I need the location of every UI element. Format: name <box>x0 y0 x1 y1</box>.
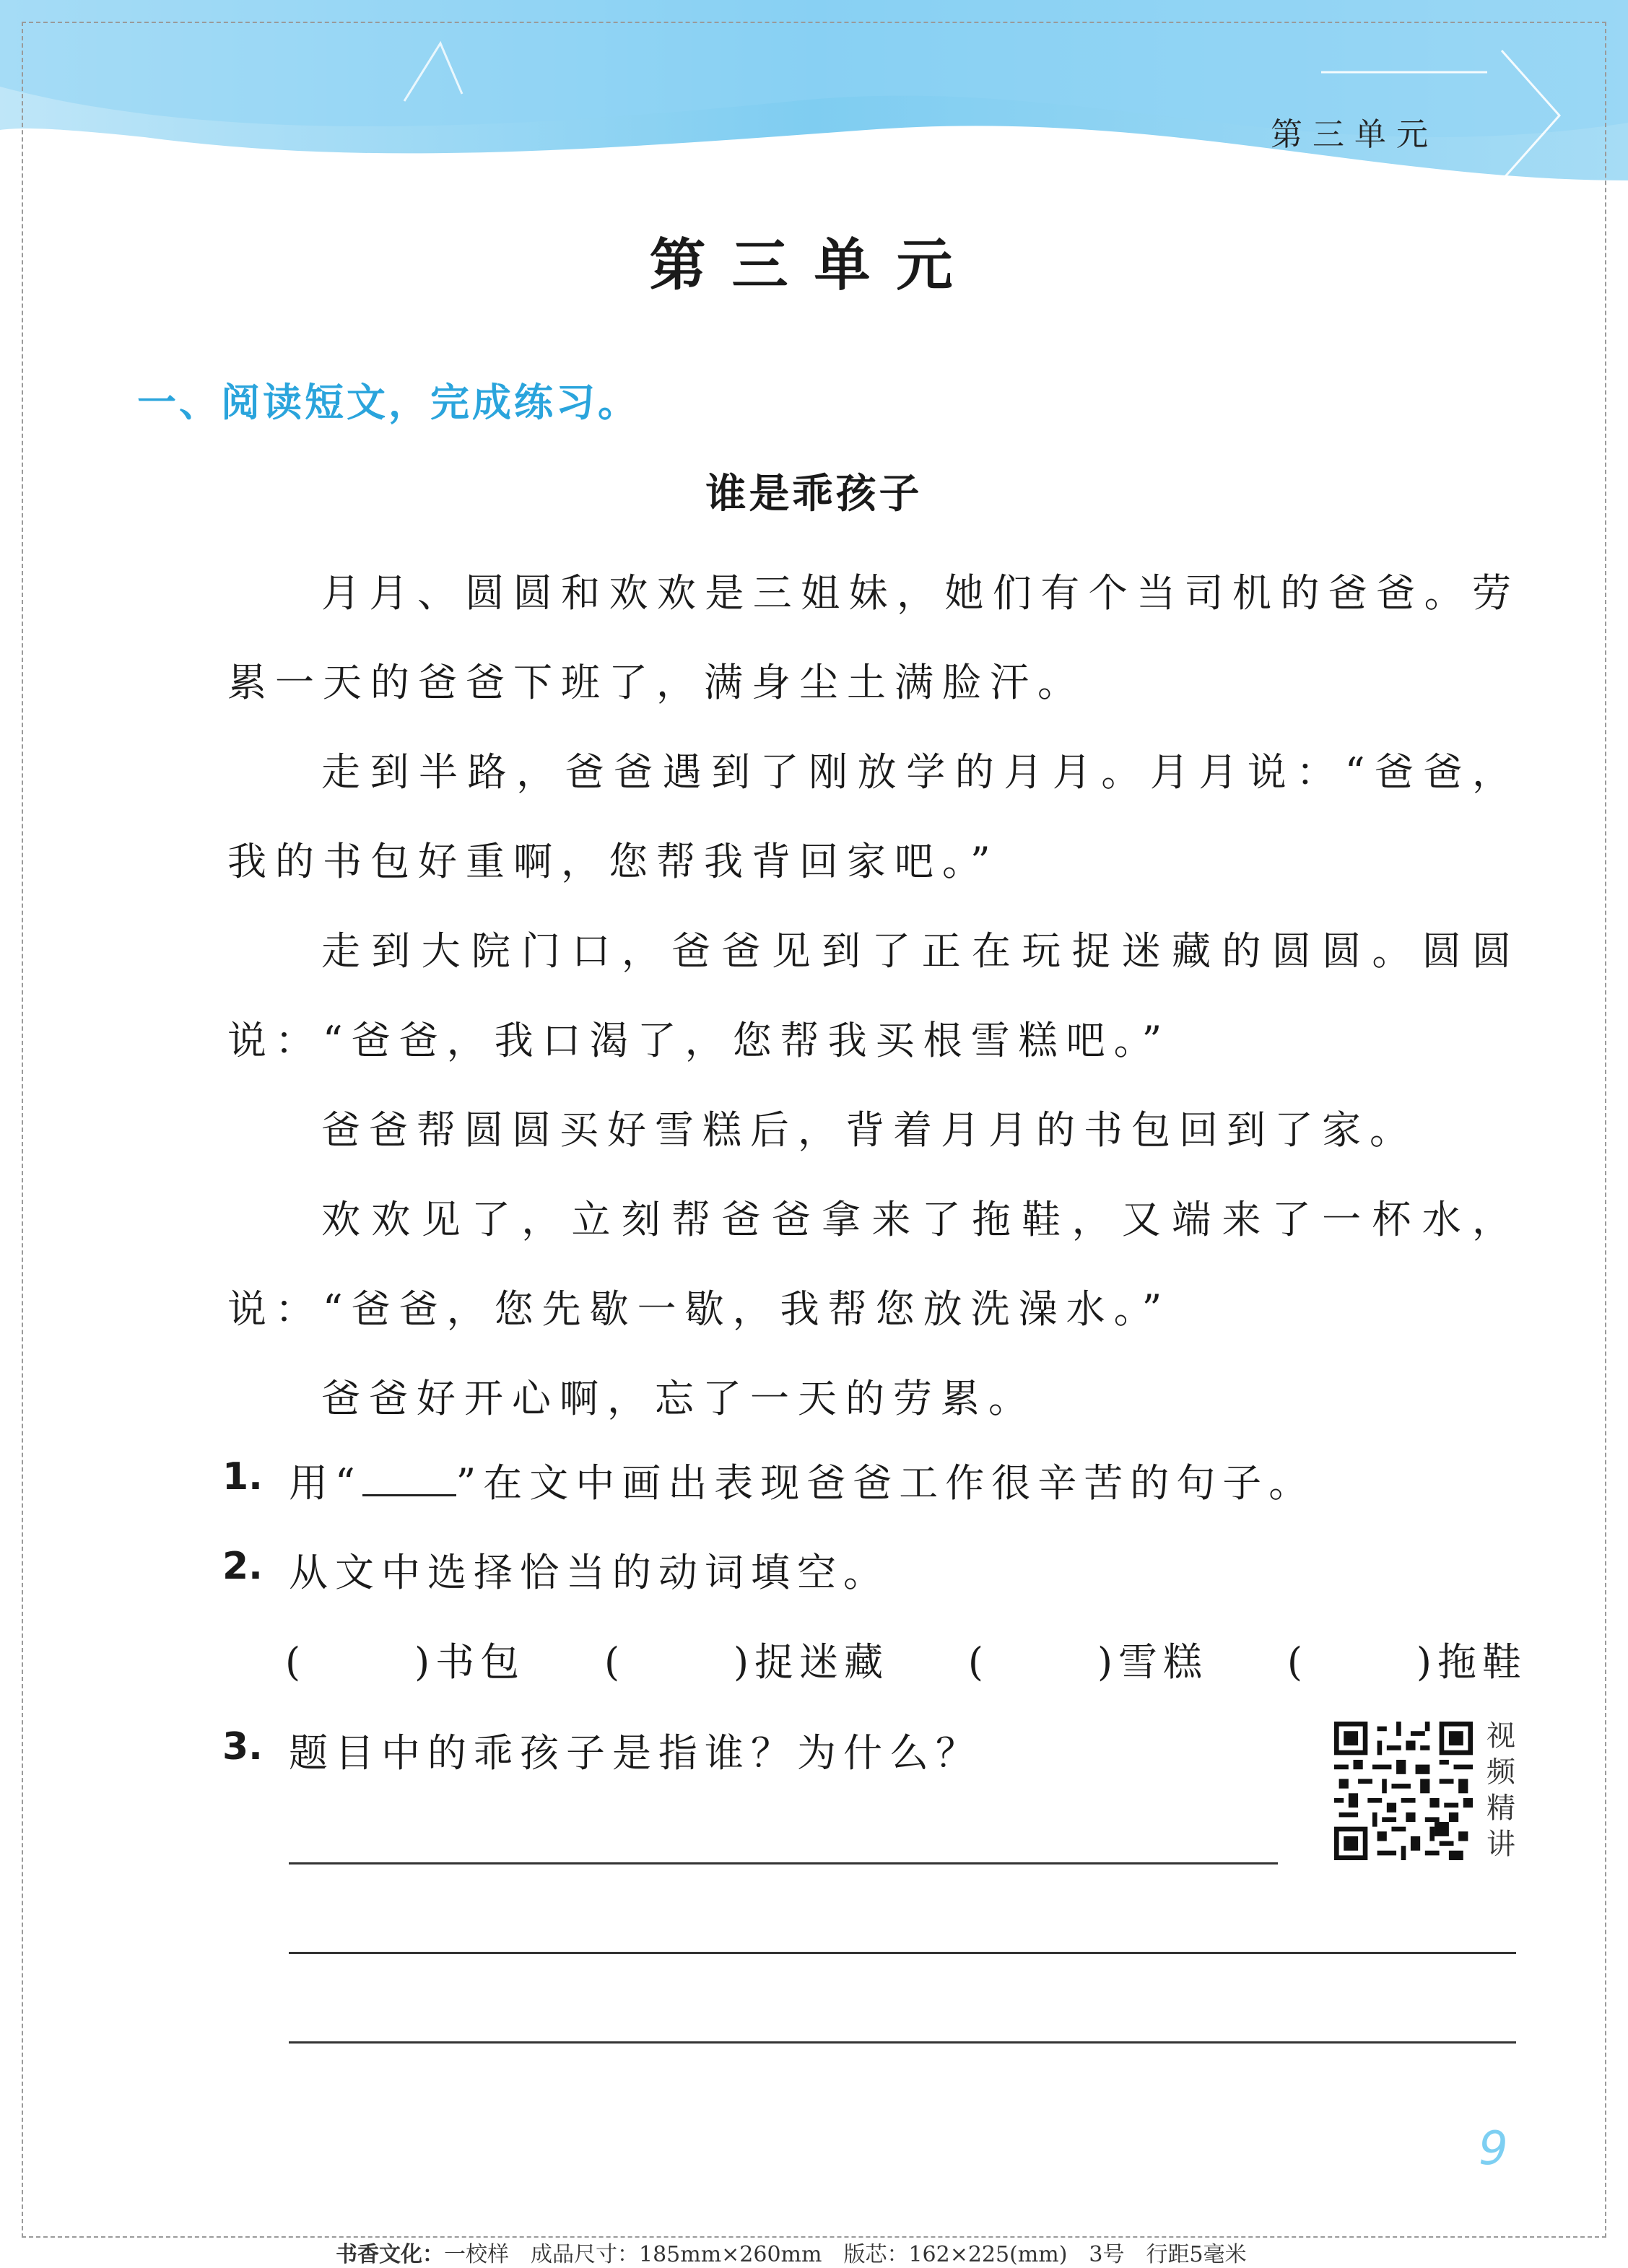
story-paragraph-4: 爸爸帮圆圆买好雪糕后，背着月月的书包回到了家。 <box>321 1107 1417 1153</box>
question-3-text: 题目中的乖孩子是指谁？为什么？ <box>289 1730 982 1776</box>
blank-item[interactable]: ( )雪糕 <box>967 1639 1209 1685</box>
story-paragraph-1: 月月、圆圆和欢欢是三姐妹，她们有个当司机的爸爸。劳累一天的爸爸下班了，满身尘土满脸汗。 <box>227 570 1520 705</box>
question-2-number: 2. <box>222 1545 263 1588</box>
footer-brand: 书香文化： <box>336 2242 444 2267</box>
answer-line[interactable] <box>289 1862 1278 1864</box>
question-1-text-after: ”在文中画出表现爸爸工作很辛苦的句子。 <box>456 1460 1315 1506</box>
question-1-text-before: 用“ <box>289 1460 362 1506</box>
question-2-text: 从文中选择恰当的动词填空。 <box>289 1550 889 1595</box>
blank-item[interactable]: ( )捉迷藏 <box>604 1639 889 1685</box>
story-paragraph-5: 欢欢见了，立刻帮爸爸拿来了拖鞋，又端来了一杯水，说：“爸爸，您先歇一歇，我帮您放洗澡水。” <box>227 1197 1520 1332</box>
print-info-footer <box>336 2236 1247 2268</box>
page-number: 9 <box>1479 2122 1508 2176</box>
unit-tag: 第三单元 <box>1271 116 1438 153</box>
blank-item[interactable]: ( )拖鞋 <box>1287 1639 1527 1685</box>
story-paragraph-3: 走到大院门口，爸爸见到了正在玩捉迷藏的圆圆。圆圆说：“爸爸，我口渴了，您帮我买根雪糕吧。” <box>227 928 1520 1063</box>
fill-blank-row <box>285 1631 1527 1687</box>
question-1-number: 1. <box>222 1455 263 1499</box>
question-1-text <box>289 1452 1315 1508</box>
story-paragraph-6: 爸爸好开心啊，忘了一天的劳累。 <box>321 1376 1036 1421</box>
page-title: 第三单元 <box>649 233 979 298</box>
answer-line[interactable] <box>289 1952 1516 1954</box>
question-3-number: 3. <box>222 1725 263 1768</box>
story-paragraph-2: 走到半路，爸爸遇到了刚放学的月月。月月说：“爸爸，我的书包好重啊，您帮我背回家吧。” <box>227 749 1520 884</box>
qr-caption: 视频精讲 <box>1486 1719 1515 1861</box>
answer-line[interactable] <box>289 2041 1516 2044</box>
footer-details: 一校样 成品尺寸：185mm×260mm 版芯：162×225(mm) 3号 行距5毫米 <box>444 2242 1247 2267</box>
story-title: 谁是乖孩子 <box>705 471 923 518</box>
blank-item[interactable]: ( )书包 <box>285 1639 526 1685</box>
qr-code-icon[interactable] <box>1334 1722 1473 1860</box>
underline-sample <box>362 1458 456 1496</box>
section-heading: 一、阅读短文，完成练习。 <box>137 380 640 425</box>
